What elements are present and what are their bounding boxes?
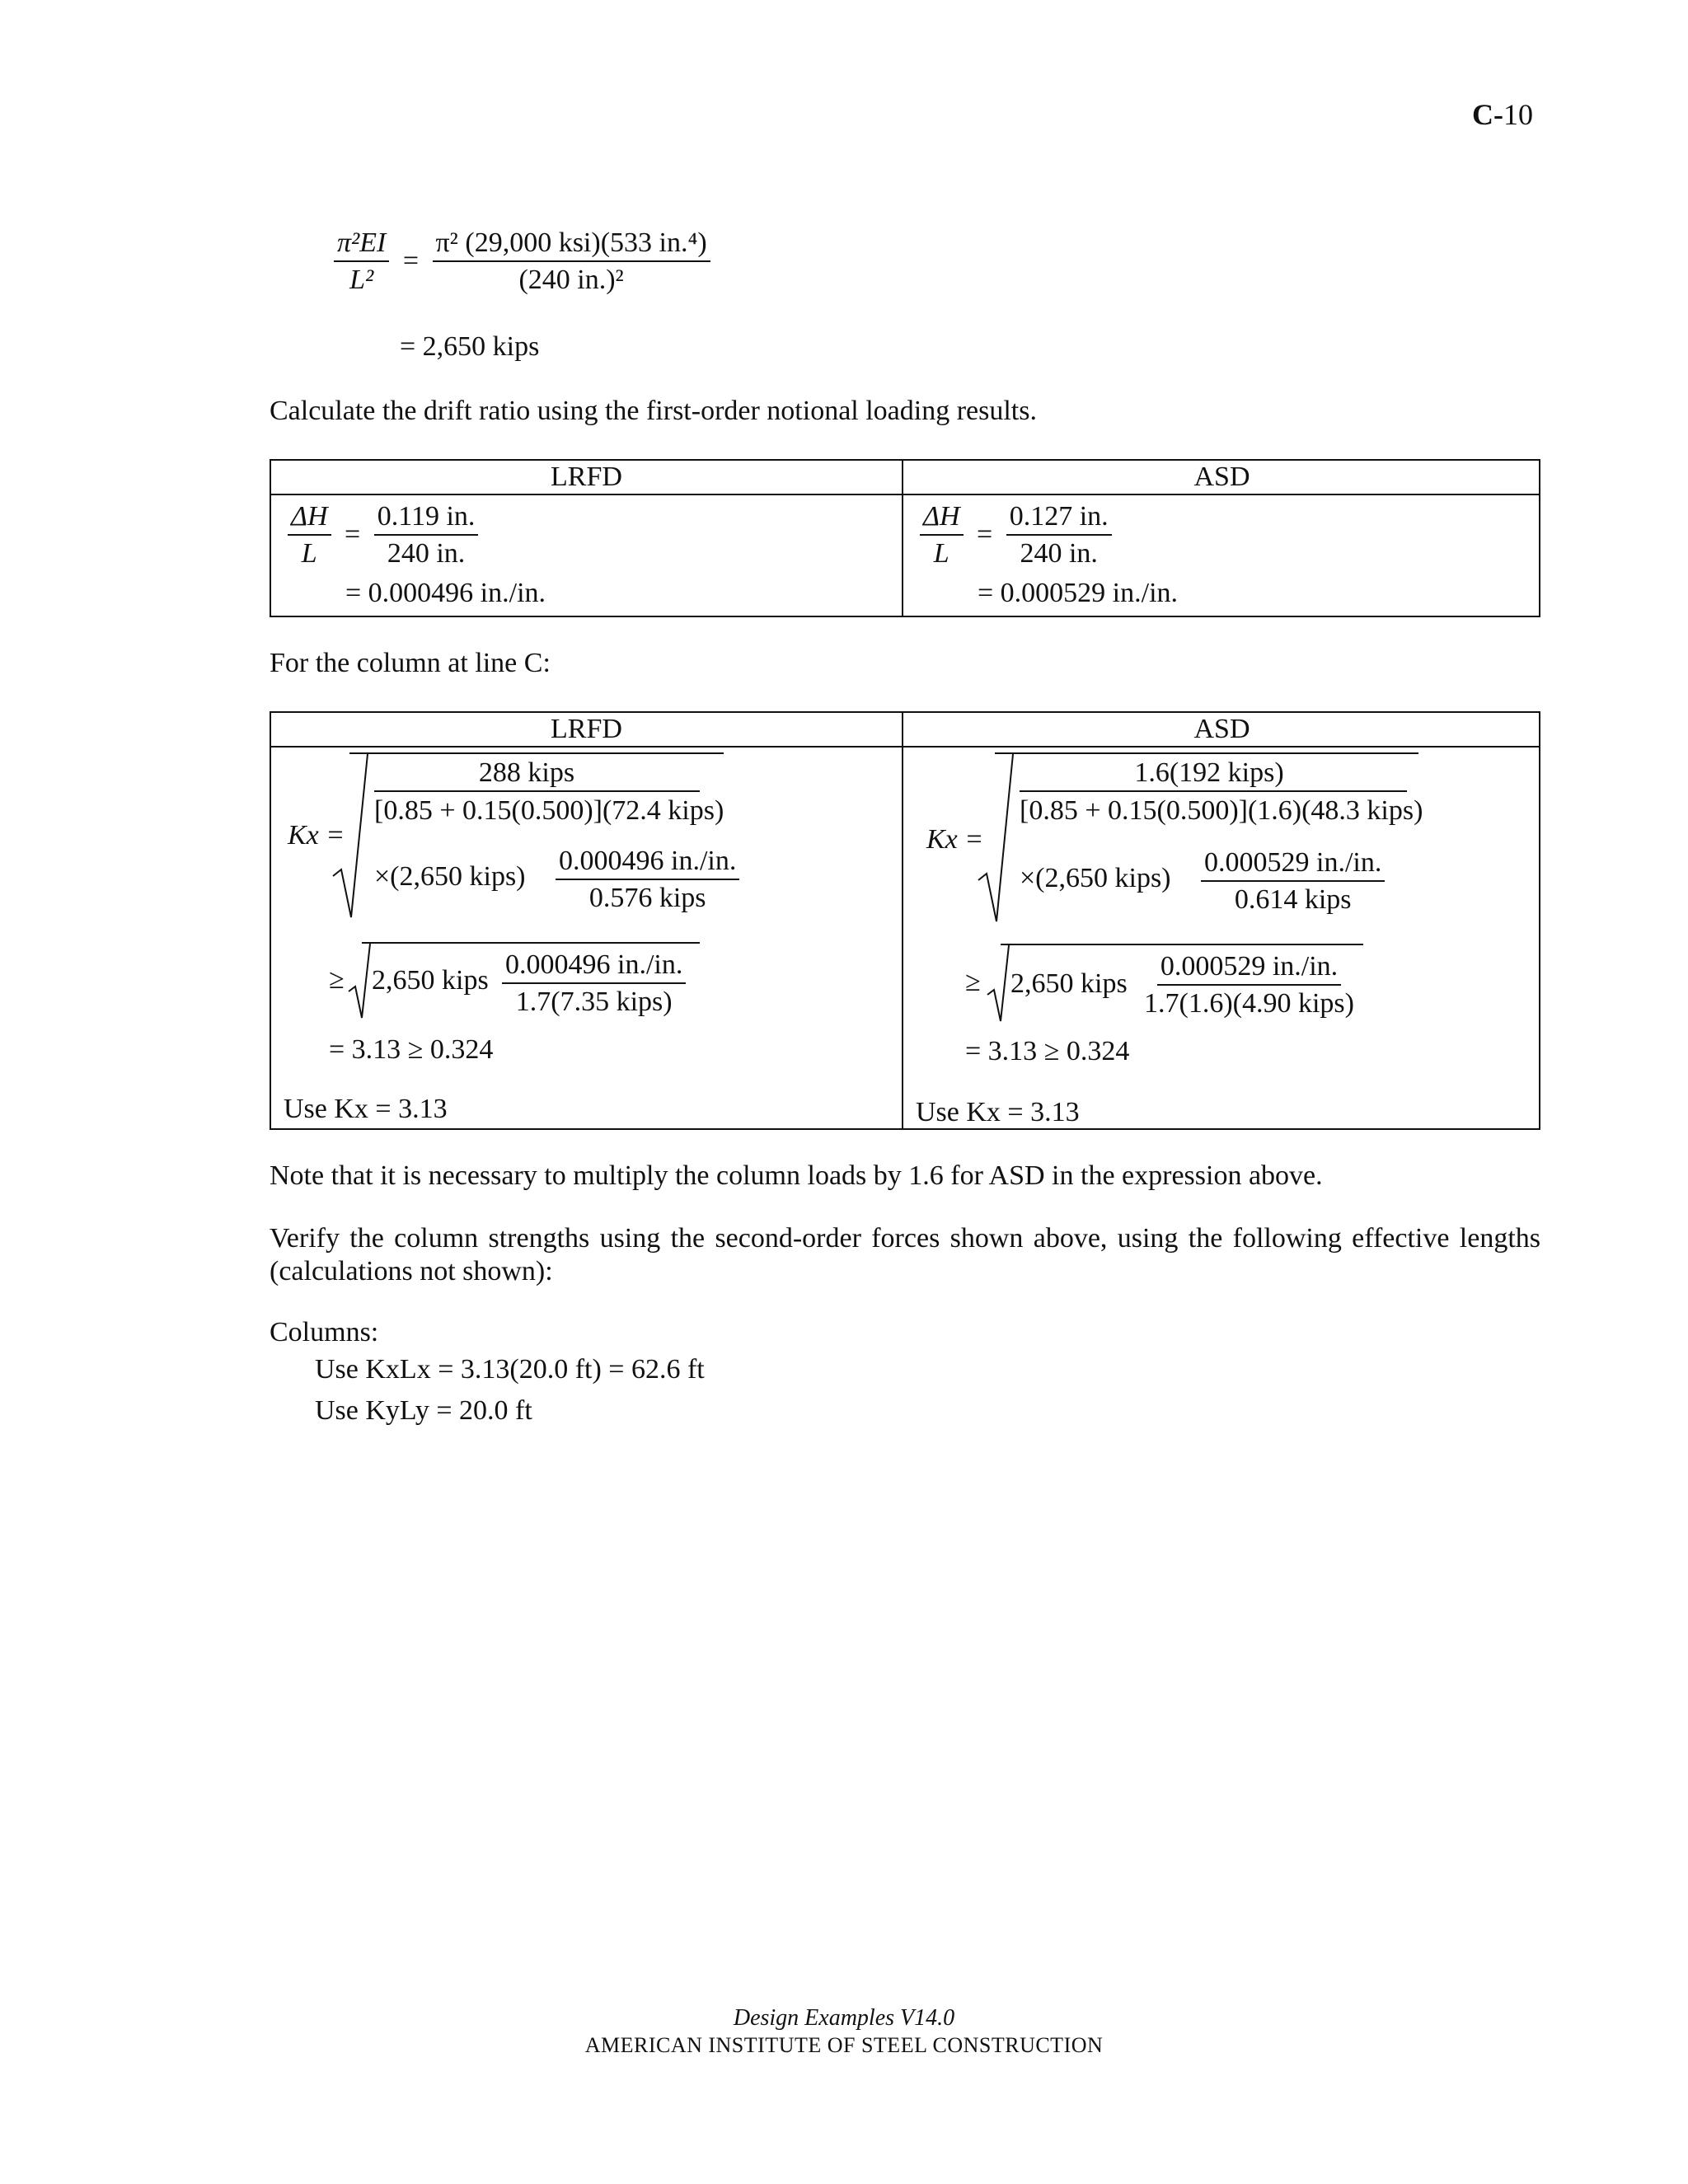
drift-asd-rhs xyxy=(1006,500,1112,569)
drift-intro-text: Calculate the drift ratio using the first-order notional loading results. xyxy=(270,396,1037,426)
page-number-value: 10 xyxy=(1503,98,1533,131)
kx-lrfd-lower-num: 0.000496 in./in. xyxy=(502,949,686,984)
kx-asd-inner-frac xyxy=(1201,846,1385,916)
kx-asd-radical xyxy=(995,752,1423,923)
kx-lrfd-lower-den: 1.7(7.35 kips) xyxy=(515,987,673,1018)
drift-lrfd-lhs-num: ΔH xyxy=(288,500,331,536)
kx-table-divider xyxy=(902,713,903,1128)
kx-lrfd-label: Kx = xyxy=(288,820,345,851)
columns-label: Columns: xyxy=(270,1317,379,1347)
kx-table xyxy=(270,711,1540,1130)
drift-asd-lhs-den: L xyxy=(933,538,950,569)
kx-lrfd-sqrt xyxy=(349,752,737,919)
drift-asd-rhs-den: 240 in. xyxy=(1020,538,1098,569)
kx-lrfd-outer-den: [0.85 + 0.15(0.500)](72.4 kips) xyxy=(374,795,724,826)
euler-rhs-fraction xyxy=(433,227,710,296)
kx-asd-use: Use Kx = 3.13 xyxy=(916,1097,1080,1127)
kx-asd-lower-frac xyxy=(1141,950,1357,1019)
radical-sign-icon xyxy=(331,752,369,921)
kx-asd-label: Kx = xyxy=(926,824,984,855)
euler-rhs-num: π² (29,000 ksi)(533 in.⁴) xyxy=(433,227,710,262)
equals-sign: = xyxy=(977,519,993,551)
kx-lrfd-lower-radical xyxy=(362,942,700,1018)
kx-lrfd-header: LRFD xyxy=(551,714,622,744)
euler-lhs-num: π²EI xyxy=(334,227,389,262)
kx-asd-result: = 3.13 ≥ 0.324 xyxy=(965,1036,1130,1066)
use-kyly-text: Use KyLy = 20.0 ft xyxy=(315,1395,532,1426)
radical-sign-icon xyxy=(977,752,1015,925)
drift-asd-lhs-num: ΔH xyxy=(920,500,964,536)
euler-rhs-den: (240 in.)² xyxy=(518,265,624,296)
equals-sign: = xyxy=(345,519,361,551)
kx-lrfd-inner-num: 0.000496 in./in. xyxy=(556,845,739,880)
kx-asd-lower-sqrt xyxy=(1001,944,1363,1021)
footer-title: Design Examples V14.0 xyxy=(733,2005,955,2031)
drift-lrfd-rhs-num: 0.119 in. xyxy=(374,500,479,536)
page-number-prefix: C- xyxy=(1472,98,1503,131)
drift-asd-lhs xyxy=(920,500,964,569)
equals-sign: = xyxy=(402,246,420,277)
radical-sign-icon xyxy=(986,944,1010,1023)
kx-lrfd-lower-sqrt xyxy=(362,942,700,1018)
kx-asd-geq: ≥ xyxy=(965,967,981,997)
kx-asd-times-term: ×(2,650 kips) xyxy=(1020,863,1171,893)
euler-result: = 2,650 kips xyxy=(400,331,540,362)
kx-lrfd-outer-bar xyxy=(374,790,700,792)
kx-asd-outer-bar xyxy=(1020,790,1407,792)
drift-asd-result: = 0.000529 in./in. xyxy=(978,578,1179,608)
euler-lhs-fraction xyxy=(334,227,389,296)
kx-asd-header: ASD xyxy=(1193,714,1250,744)
drift-ratio-table xyxy=(270,459,1540,617)
kx-lrfd-result: = 3.13 ≥ 0.324 xyxy=(329,1034,494,1065)
kx-lrfd-use: Use Kx = 3.13 xyxy=(284,1094,448,1124)
verify-text: Verify the column strengths using the second-order forces shown above, using the following effective lengths (calculations not shown): xyxy=(270,1223,1540,1286)
drift-lrfd-result: = 0.000496 in./in. xyxy=(345,578,546,608)
asd-note-text: Note that it is necessary to multiply the column loads by 1.6 for ASD in the expression above. xyxy=(270,1160,1323,1191)
radical-sign-icon xyxy=(347,942,372,1019)
euler-equation xyxy=(334,227,710,296)
kx-asd-lower-num: 0.000529 in./in. xyxy=(1157,950,1341,986)
kx-lrfd-times-term: ×(2,650 kips) xyxy=(374,861,526,892)
drift-asd-equation xyxy=(920,500,1112,569)
kx-lrfd-inner-den: 0.576 kips xyxy=(588,883,706,914)
kx-lrfd-inner-frac xyxy=(556,845,739,914)
kx-lrfd-outer-num: 288 kips xyxy=(478,757,575,788)
kx-asd-lower-den: 1.7(1.6)(4.90 kips) xyxy=(1144,988,1354,1019)
kx-asd-outer-num: 1.6(192 kips) xyxy=(1134,757,1284,788)
euler-lhs-den: L² xyxy=(349,265,374,296)
kx-asd-lower-radical xyxy=(1001,944,1363,1021)
use-kxlx-text: Use KxLx = 3.13(20.0 ft) = 62.6 ft xyxy=(315,1354,705,1385)
drift-lrfd-equation xyxy=(288,500,478,569)
kx-asd-outer-den: [0.85 + 0.15(0.500)](1.6)(48.3 kips) xyxy=(1020,795,1423,826)
page-number xyxy=(1472,97,1533,132)
drift-lrfd-rhs xyxy=(374,500,479,569)
drift-asd-rhs-num: 0.127 in. xyxy=(1006,500,1112,536)
kx-asd-inner-den: 0.614 kips xyxy=(1234,884,1352,916)
drift-lrfd-lhs xyxy=(288,500,331,569)
kx-lrfd-lower-frac xyxy=(502,949,686,1018)
drift-lrfd-header: LRFD xyxy=(551,462,622,492)
kx-lrfd-radical xyxy=(349,752,737,919)
kx-lrfd-geq: ≥ xyxy=(329,964,345,995)
drift-asd-header: ASD xyxy=(1193,462,1250,492)
column-c-intro-text: For the column at line C: xyxy=(270,648,551,678)
footer-organization: AMERICAN INSTITUTE OF STEEL CONSTRUCTION xyxy=(584,2033,1104,2057)
drift-lrfd-lhs-den: L xyxy=(301,538,317,569)
drift-lrfd-rhs-den: 240 in. xyxy=(387,538,466,569)
kx-asd-inner-num: 0.000529 in./in. xyxy=(1201,846,1385,882)
kx-lrfd-lower-term: 2,650 kips xyxy=(372,965,489,996)
kx-asd-sqrt xyxy=(995,752,1423,923)
kx-asd-lower-term: 2,650 kips xyxy=(1010,968,1128,999)
